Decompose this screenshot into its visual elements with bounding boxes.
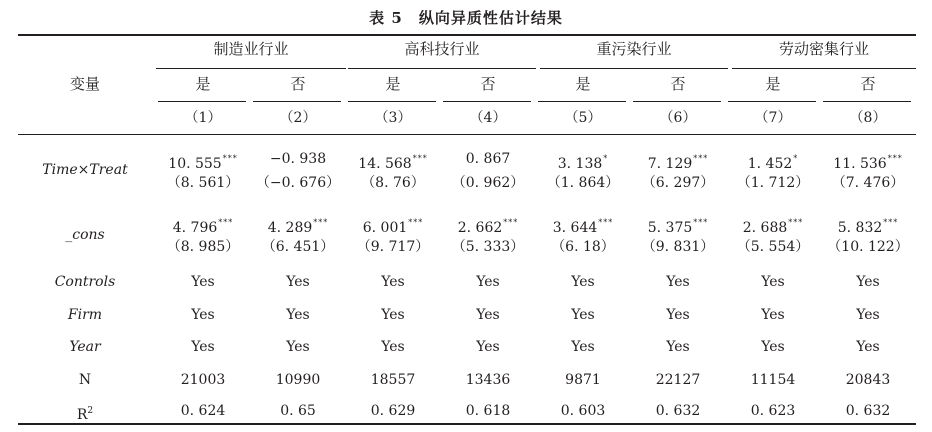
n-value: 13436: [465, 372, 511, 388]
group-underline: [732, 68, 916, 69]
year-value: Yes: [666, 339, 690, 355]
group-header: 高科技行业: [404, 40, 480, 58]
coef-value: 4. 289: [267, 220, 313, 236]
cons-coef: [346, 214, 440, 237]
year-value: Yes: [761, 339, 785, 355]
firm-value: Yes: [571, 307, 595, 323]
group-header: 制造业行业: [213, 40, 289, 58]
subgroup-header: 否: [670, 75, 686, 93]
column-number: （8）: [849, 110, 887, 126]
firm-label: Firm: [67, 307, 103, 323]
significance-stars: ***: [693, 154, 709, 163]
significance-stars: ***: [693, 218, 709, 227]
controls-value: Yes: [856, 274, 880, 290]
cons-tstat: （6. 18）: [551, 239, 615, 255]
subgroup-underline: [253, 101, 341, 102]
coef-value: −0. 938: [269, 151, 327, 167]
superscript: 2: [87, 406, 94, 416]
cons-coef: [251, 214, 345, 237]
significance-stars: ***: [788, 218, 804, 227]
year-value: Yes: [571, 339, 595, 355]
significance-stars: ***: [222, 154, 238, 163]
controls-value: Yes: [571, 274, 595, 290]
group-underline: [348, 68, 536, 69]
r-squared-value: 0. 603: [560, 403, 606, 419]
firm-value: Yes: [666, 307, 690, 323]
time-treat-tstat: （1. 864）: [546, 175, 620, 191]
coef-value: 6. 001: [362, 220, 408, 236]
firm-value: Yes: [286, 307, 310, 323]
coef-value: 7. 129: [647, 156, 693, 172]
controls-value: Yes: [191, 274, 215, 290]
cons-tstat: （6. 451）: [261, 239, 335, 255]
column-number: （6）: [659, 110, 697, 126]
subgroup-header: 是: [195, 75, 211, 93]
r-squared-value: 0. 629: [370, 403, 416, 419]
time-treat-coef: [441, 150, 535, 168]
year-label: Year: [69, 339, 101, 355]
subgroup-header: 是: [385, 75, 401, 93]
cons-label: _cons: [65, 227, 105, 243]
subgroup-header: 否: [290, 75, 306, 93]
time-treat-coef: [631, 150, 725, 173]
coef-value: 14. 568: [358, 156, 412, 172]
firm-value: Yes: [381, 307, 405, 323]
time-treat-tstat: （8. 76）: [361, 175, 425, 191]
controls-value: Yes: [761, 274, 785, 290]
subgroup-underline: [633, 101, 721, 102]
subgroup-underline: [443, 101, 531, 102]
coef-value: 1. 452: [747, 156, 793, 172]
cons-tstat: （9. 717）: [356, 239, 430, 255]
significance-stars: ***: [883, 218, 899, 227]
group-header: 劳动密集行业: [778, 40, 869, 58]
time-treat-tstat: （8. 561）: [166, 175, 240, 191]
time-treat-tstat: （1. 712）: [736, 175, 810, 191]
significance-stars: ***: [887, 154, 903, 163]
time-treat-tstat: （6. 297）: [641, 175, 715, 191]
time-treat-tstat: （0. 962）: [451, 175, 525, 191]
variable-header: 变量: [69, 75, 100, 93]
significance-stars: ***: [503, 218, 519, 227]
r-squared-label: $R^2$: [76, 406, 94, 423]
significance-stars: ***: [218, 218, 234, 227]
subgroup-header: 是: [575, 75, 591, 93]
significance-stars: ***: [412, 154, 428, 163]
time-treat-label: Time×Treat: [42, 162, 128, 178]
cons-coef: [726, 214, 820, 237]
time-treat-coef: [346, 150, 440, 173]
bottom-rule: [18, 423, 916, 425]
time-treat-tstat: （7. 476）: [831, 175, 905, 191]
coef-value: 5. 832: [837, 220, 883, 236]
n-value: 11154: [750, 372, 796, 388]
subgroup-underline: [728, 101, 816, 102]
significance-stars: ***: [408, 218, 424, 227]
coef-value: 11. 536: [833, 156, 887, 172]
controls-value: Yes: [666, 274, 690, 290]
n-value: 22127: [655, 372, 701, 388]
cons-tstat: （10. 122）: [827, 239, 909, 255]
r-squared-value: 0. 65: [280, 403, 316, 419]
significance-stars: *: [603, 154, 609, 163]
r-squared-value: 0. 624: [180, 403, 226, 419]
cons-coef: [821, 214, 915, 237]
cons-tstat: （9. 831）: [641, 239, 715, 255]
time-treat-tstat: （−0. 676）: [255, 175, 341, 191]
year-value: Yes: [856, 339, 880, 355]
time-treat-coef: [726, 150, 820, 173]
r-squared-value: 0. 618: [465, 403, 511, 419]
significance-stars: ***: [598, 218, 614, 227]
cons-coef: [156, 214, 250, 237]
cons-coef: [441, 214, 535, 237]
controls-value: Yes: [381, 274, 405, 290]
column-number: （4）: [469, 110, 507, 126]
column-number: （7）: [754, 110, 792, 126]
cons-coef: [631, 214, 725, 237]
coef-value: 3. 644: [552, 220, 598, 236]
group-header: 重污染行业: [596, 40, 672, 58]
subgroup-header: 是: [765, 75, 781, 93]
subgroup-underline: [823, 101, 911, 102]
firm-value: Yes: [856, 307, 880, 323]
n-value: 18557: [370, 372, 416, 388]
n-value: 21003: [180, 372, 226, 388]
firm-value: Yes: [191, 307, 215, 323]
column-number: （2）: [279, 110, 317, 126]
column-number: （3）: [374, 110, 412, 126]
coef-value: 5. 375: [647, 220, 693, 236]
table-title: 表 5 纵向异质性估计结果: [369, 9, 563, 27]
coef-value: 3. 138: [557, 156, 603, 172]
coef-value: 4. 796: [172, 220, 218, 236]
controls-value: Yes: [476, 274, 500, 290]
column-number: （1）: [184, 110, 222, 126]
time-treat-coef: [821, 150, 915, 173]
r-squared-value: 0. 632: [845, 403, 891, 419]
cons-tstat: （5. 333）: [451, 239, 525, 255]
group-underline: [540, 68, 728, 69]
cons-coef: [536, 214, 630, 237]
n-value: 9871: [565, 372, 601, 388]
controls-value: Yes: [286, 274, 310, 290]
r-squared-value: 0. 632: [655, 403, 701, 419]
subgroup-underline: [538, 101, 626, 102]
significance-stars: *: [793, 154, 799, 163]
coef-value: 10. 555: [168, 156, 222, 172]
subgroup-underline: [348, 101, 436, 102]
coef-value: 0. 867: [465, 151, 511, 167]
significance-stars: ***: [313, 218, 329, 227]
subgroup-header: 否: [480, 75, 496, 93]
year-value: Yes: [476, 339, 500, 355]
group-underline: [156, 68, 346, 69]
time-treat-coef: [536, 150, 630, 173]
subgroup-header: 否: [860, 75, 876, 93]
time-treat-coef: [156, 150, 250, 173]
r-squared-value: 0. 623: [750, 403, 796, 419]
firm-value: Yes: [761, 307, 785, 323]
top-rule: [18, 34, 916, 36]
subgroup-underline: [158, 101, 246, 102]
year-value: Yes: [191, 339, 215, 355]
n-value: 10990: [275, 372, 321, 388]
year-value: Yes: [286, 339, 310, 355]
time-treat-coef: [251, 150, 345, 168]
cons-tstat: （5. 554）: [736, 239, 810, 255]
controls-label: Controls: [54, 274, 116, 290]
header-bottom-rule: [18, 134, 916, 135]
coef-value: 2. 662: [457, 220, 503, 236]
coef-value: 2. 688: [742, 220, 788, 236]
column-number: （5）: [564, 110, 602, 126]
n-label: N: [78, 372, 92, 388]
cons-tstat: （8. 985）: [166, 239, 240, 255]
year-value: Yes: [381, 339, 405, 355]
firm-value: Yes: [476, 307, 500, 323]
n-value: 20843: [845, 372, 891, 388]
